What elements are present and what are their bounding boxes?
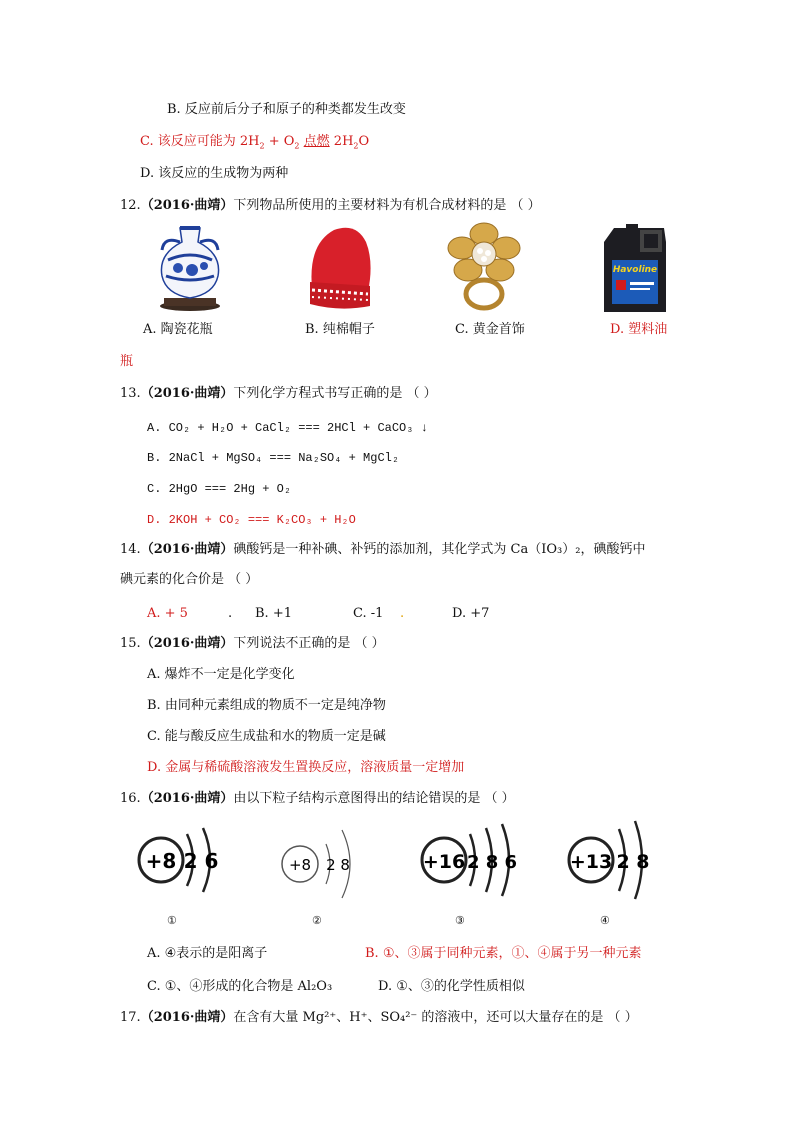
- q11-option-c-product: 2H: [329, 134, 354, 149]
- q14-dot-1: .: [228, 606, 233, 621]
- q14-dot-2: .: [400, 606, 405, 621]
- q12-source: （2016·曲靖）: [140, 198, 234, 213]
- q11-option-b: B. 反应前后分子和原子的种类都发生改变: [167, 102, 406, 117]
- q14-option-a: A. + 5: [147, 606, 188, 621]
- atom-label-1: ①: [167, 914, 177, 927]
- q12-stem: [120, 196, 541, 216]
- q13-stem: 13.（2016·曲靖）下列化学方程式书写正确的是 （ ）: [120, 386, 437, 401]
- q14-stem-line1: 14.（2016·曲靖）碘酸钙是一种补碘、补钙的添加剂，其化学式为 Ca（IO₃）₂，碘酸钙中: [120, 542, 646, 557]
- q11-condition: 点燃: [303, 134, 330, 149]
- q12-option-a: A. 陶瓷花瓶: [143, 322, 213, 337]
- q13-option-a: A. CO₂ + H₂O + CaCl₂ === 2HCl + CaCO₃ ↓: [147, 421, 428, 435]
- svg-text:2 8: 2 8: [616, 851, 650, 873]
- vase-image: [150, 220, 230, 312]
- gold-ring-image: [440, 216, 526, 314]
- oil-bottle-image: [598, 222, 672, 316]
- atom-diagram-2: [278, 820, 378, 910]
- q14-option-d: D. +7: [452, 606, 490, 621]
- q12-option-d: D. 塑料油: [610, 322, 668, 337]
- q14-option-c: C. -1: [353, 606, 384, 621]
- atom-label-2: ②: [312, 914, 322, 927]
- bottle-brand-text: Havoline: [612, 265, 658, 275]
- q15-stem: 15.（2016·曲靖）下列说法不正确的是 （ ）: [120, 636, 385, 651]
- q13-option-c: C. 2HgO === 2Hg + O₂: [147, 482, 292, 496]
- q11-option-c-prefix: C. 该反应可能为 2H: [140, 134, 260, 149]
- q13-option-d: D. 2KOH + CO₂ === K₂CO₃ + H₂O: [147, 513, 356, 527]
- q13-option-b: B. 2NaCl + MgSO₄ === Na₂SO₄ + MgCl₂: [147, 451, 400, 465]
- atom-diagram-3: [418, 820, 530, 910]
- q12-number: 12.: [120, 198, 141, 213]
- q16-option-c: C. ①、④形成的化合物是 Al₂O₃: [147, 979, 333, 994]
- q16-stem: 16.（2016·曲靖）由以下粒子结构示意图得出的结论错误的是 （ ）: [120, 791, 515, 806]
- q12-option-d-cont: 瓶: [120, 354, 134, 369]
- q16-option-d: D. ①、③的化学性质相似: [378, 979, 525, 994]
- svg-text:2 6: 2 6: [183, 849, 219, 873]
- q11-option-d: D. 该反应的生成物为两种: [140, 166, 289, 181]
- atom-label-4: ④: [600, 914, 610, 927]
- atom-diagram-4: [565, 815, 669, 910]
- svg-text:2 8: 2 8: [326, 856, 350, 874]
- q12-option-b: B. 纯棉帽子: [305, 322, 375, 337]
- q14-stem-line2: 碘元素的化合价是 （ ）: [120, 572, 259, 587]
- q16-option-a: A. ④表示的是阳离子: [147, 946, 268, 961]
- q15-option-c: C. 能与酸反应生成盐和水的物质一定是碱: [147, 729, 386, 744]
- q15-option-d: D. 金属与稀硫酸溶液发生置换反应，溶液质量一定增加: [147, 760, 465, 775]
- svg-text:2 8 6: 2 8 6: [466, 852, 518, 873]
- svg-text:+8: +8: [288, 856, 312, 874]
- svg-text:+16: +16: [422, 851, 466, 873]
- atom-diagram-1: [135, 820, 235, 910]
- atom-label-3: ③: [455, 914, 465, 927]
- q12-question: 下列物品所使用的主要材料为有机合成材料的是 （ ）: [233, 198, 541, 213]
- svg-text:+13: +13: [569, 851, 613, 873]
- svg-text:+8: +8: [145, 849, 177, 873]
- q17-stem: 17.（2016·曲靖）在含有大量 Mg²⁺、H⁺、SO₄²⁻ 的溶液中，还可以大量存在的是 （ ）: [120, 1010, 638, 1025]
- q11-option-c-o2: + O: [264, 134, 295, 149]
- q14-option-b: B. +1: [255, 606, 292, 621]
- q16-option-b: B. ①、③属于同种元素，①、④属于另一种元素: [365, 946, 642, 961]
- q15-option-a: A. 爆炸不一定是化学变化: [147, 667, 295, 682]
- q15-option-b: B. 由同种元素组成的物质不一定是纯净物: [147, 698, 386, 713]
- hat-image: [300, 222, 376, 312]
- q11-option-c: C. 该反应可能为 $2H_2 + O_2$ 点燃 $2H_2O$: [140, 134, 370, 151]
- q12-option-c: C. 黄金首饰: [455, 322, 525, 337]
